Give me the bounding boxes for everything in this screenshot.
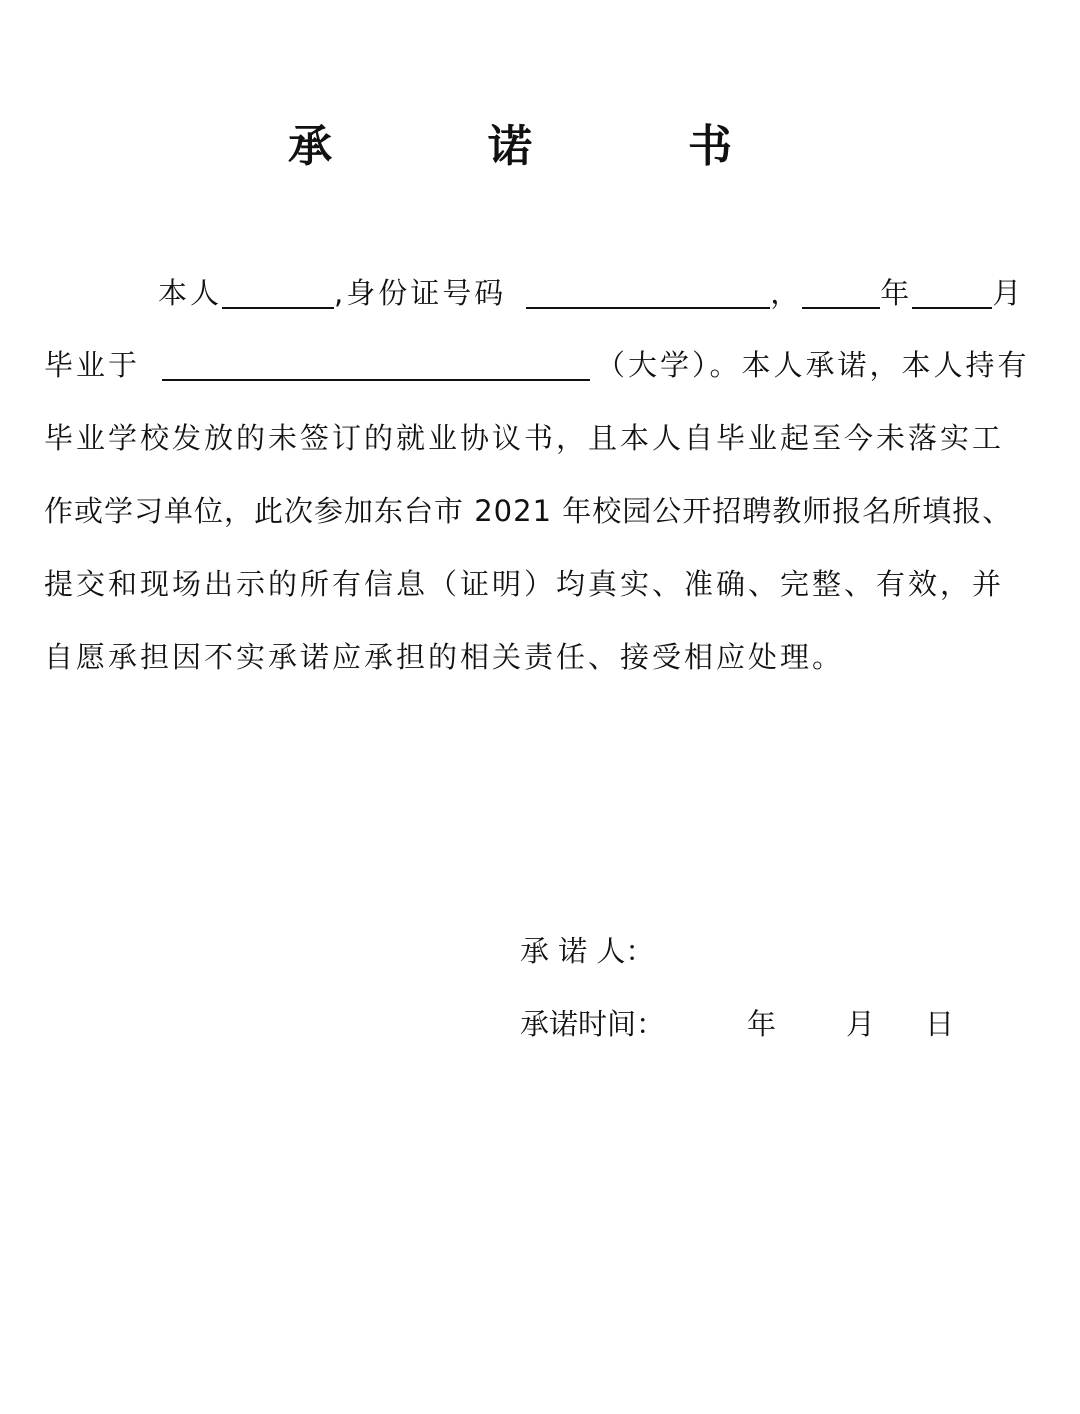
promiser-label (520, 931, 654, 971)
line1-month: 月 (992, 276, 1025, 310)
line1-text-self: 本人 (158, 276, 223, 310)
id-number-blank[interactable] (526, 279, 770, 309)
line2-text-graduated: 毕业于 (44, 348, 141, 382)
year-blank[interactable] (802, 279, 880, 309)
body-line-5: 提交和现场出示的所有信息（证明）均真实、准确、完整、有效，并 (44, 567, 1005, 601)
promise-year-label: 年 (747, 1007, 777, 1041)
body-line-2 (44, 345, 1044, 385)
promiser-label-text: 承 诺 人： (520, 934, 655, 968)
university-blank[interactable] (162, 351, 590, 381)
page-title: 承 诺 书 (288, 121, 788, 172)
promise-month-label: 月 (846, 1007, 876, 1041)
body-line-4: 作或学习单位，此次参加东台市 2021 年校园公开招聘教师报名所填报、 (44, 494, 1013, 528)
name-blank[interactable] (222, 279, 334, 309)
body-line-6: 自愿承担因不实承诺应承担的相关责任、接受相应处理。 (44, 640, 845, 674)
line2-text-commit: （大学）。本人承诺，本人持有 (596, 348, 1030, 382)
line1-year: 年 (880, 276, 913, 310)
promise-time-row (520, 1004, 954, 1044)
promise-time-label: 承诺时间： (520, 1007, 666, 1041)
month-blank[interactable] (912, 279, 992, 309)
body-line-3: 毕业学校发放的未签订的就业协议书，且本人自毕业起至今未落实工 (44, 421, 1005, 455)
promise-day-label: 日 (925, 1007, 955, 1041)
line1-comma: ， (770, 276, 803, 310)
line1-text-id: ,身份证号码 (334, 276, 507, 310)
body-line-1 (44, 273, 1044, 313)
